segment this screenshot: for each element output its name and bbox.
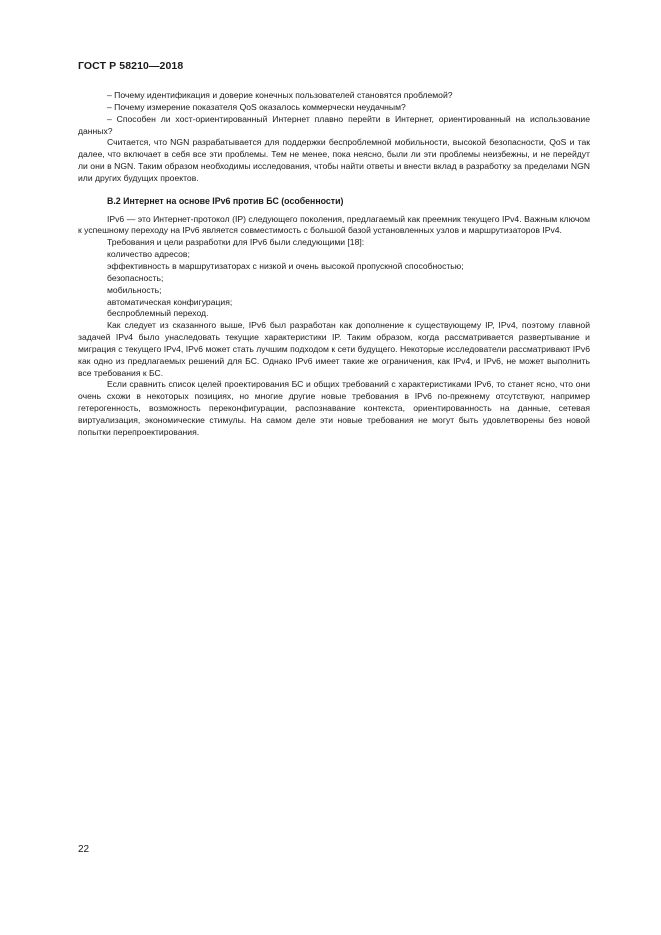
paragraph-compare: Если сравнить список целей проектирования БС и общих требований с характеристиками IPv6, то станет ясно, что они очень схожи в некоторых позициях, но многие другие новые требования в IPv6 по-прежнему отсутствуют, например гетерогенность, возможность переконфигурации, распознавание контекста, ориентированность на данные, сетевая виртуализация, экономические стимулы. На самом деле эти новые требования не могут быть удовлетворены без новой попытки перепроектирования. [78, 379, 590, 437]
section-heading: В.2 Интернет на основе IPv6 против БС (особенности) [107, 195, 344, 206]
requirement-item: беспроблемный переход. [107, 308, 209, 319]
paragraph-follows: Как следует из сказанного выше, IPv6 был разработан как дополнение к существующему IP, IPv4, поэтому главной задачей IPv4 было унаследовать текущие характеристики IP. Таким образом, когда рассматривается развертывание и миграция с текущего IPv4, IPv6 может стать лучшим подходом к сети будущего. Некоторые исследователи рассматривают IPv6 как одно из предлагаемых решений для БС. Однако IPv6 имеет такие же ограничения, как IPv4, и IPv6, не может выполнить все требования к БС. [78, 320, 590, 378]
paragraph-ngn: Считается, что NGN разрабатывается для поддержки беспроблемной мобильности, высокой безопасности, QoS и так далее, что включает в себя все эти проблемы. Тем не менее, пока неясно, были ли эти проблемы неизбежны, и не перейдут ли они в NGN. Таким образом необходимы исследования, чтобы найти ответы и внести вклад в разработку за пределами NGN или других будущих проектов. [78, 137, 590, 183]
requirement-item: количество адресов; [107, 249, 190, 260]
question-item: – Способен ли хост-ориентированный Интернет плавно перейти в Интернет, ориентированный на использование данных? [78, 113, 590, 136]
paragraph-ipv6: IPv6 — это Интернет-протокол (IP) следующего поколения, предлагаемый как преемник текущего IPv4. Важным ключом к успешному переходу на IPv6 является совместимость с большой базой установленных узлов и маршрутизаторов IPv4. [78, 213, 590, 236]
requirement-item: эффективность в маршрутизаторах с низкой и очень высокой пропускной способностью; [107, 260, 464, 271]
paragraph-requirements: Требования и цели разработки для IPv6 были следующими [18]: [107, 237, 365, 248]
page-number: 22 [78, 844, 90, 855]
requirement-item: мобильность; [107, 284, 162, 295]
question-item: – Почему измерение показателя QoS оказалось коммерчески неудачным? [107, 101, 406, 112]
question-item: – Почему идентификация и доверие конечных пользователей становятся проблемой? [107, 90, 453, 100]
document-header: ГОСТ Р 58210—2018 [78, 60, 184, 72]
document-body [78, 90, 590, 439]
requirement-item: безопасность; [107, 272, 164, 283]
requirement-item: автоматическая конфигурация; [107, 296, 233, 307]
